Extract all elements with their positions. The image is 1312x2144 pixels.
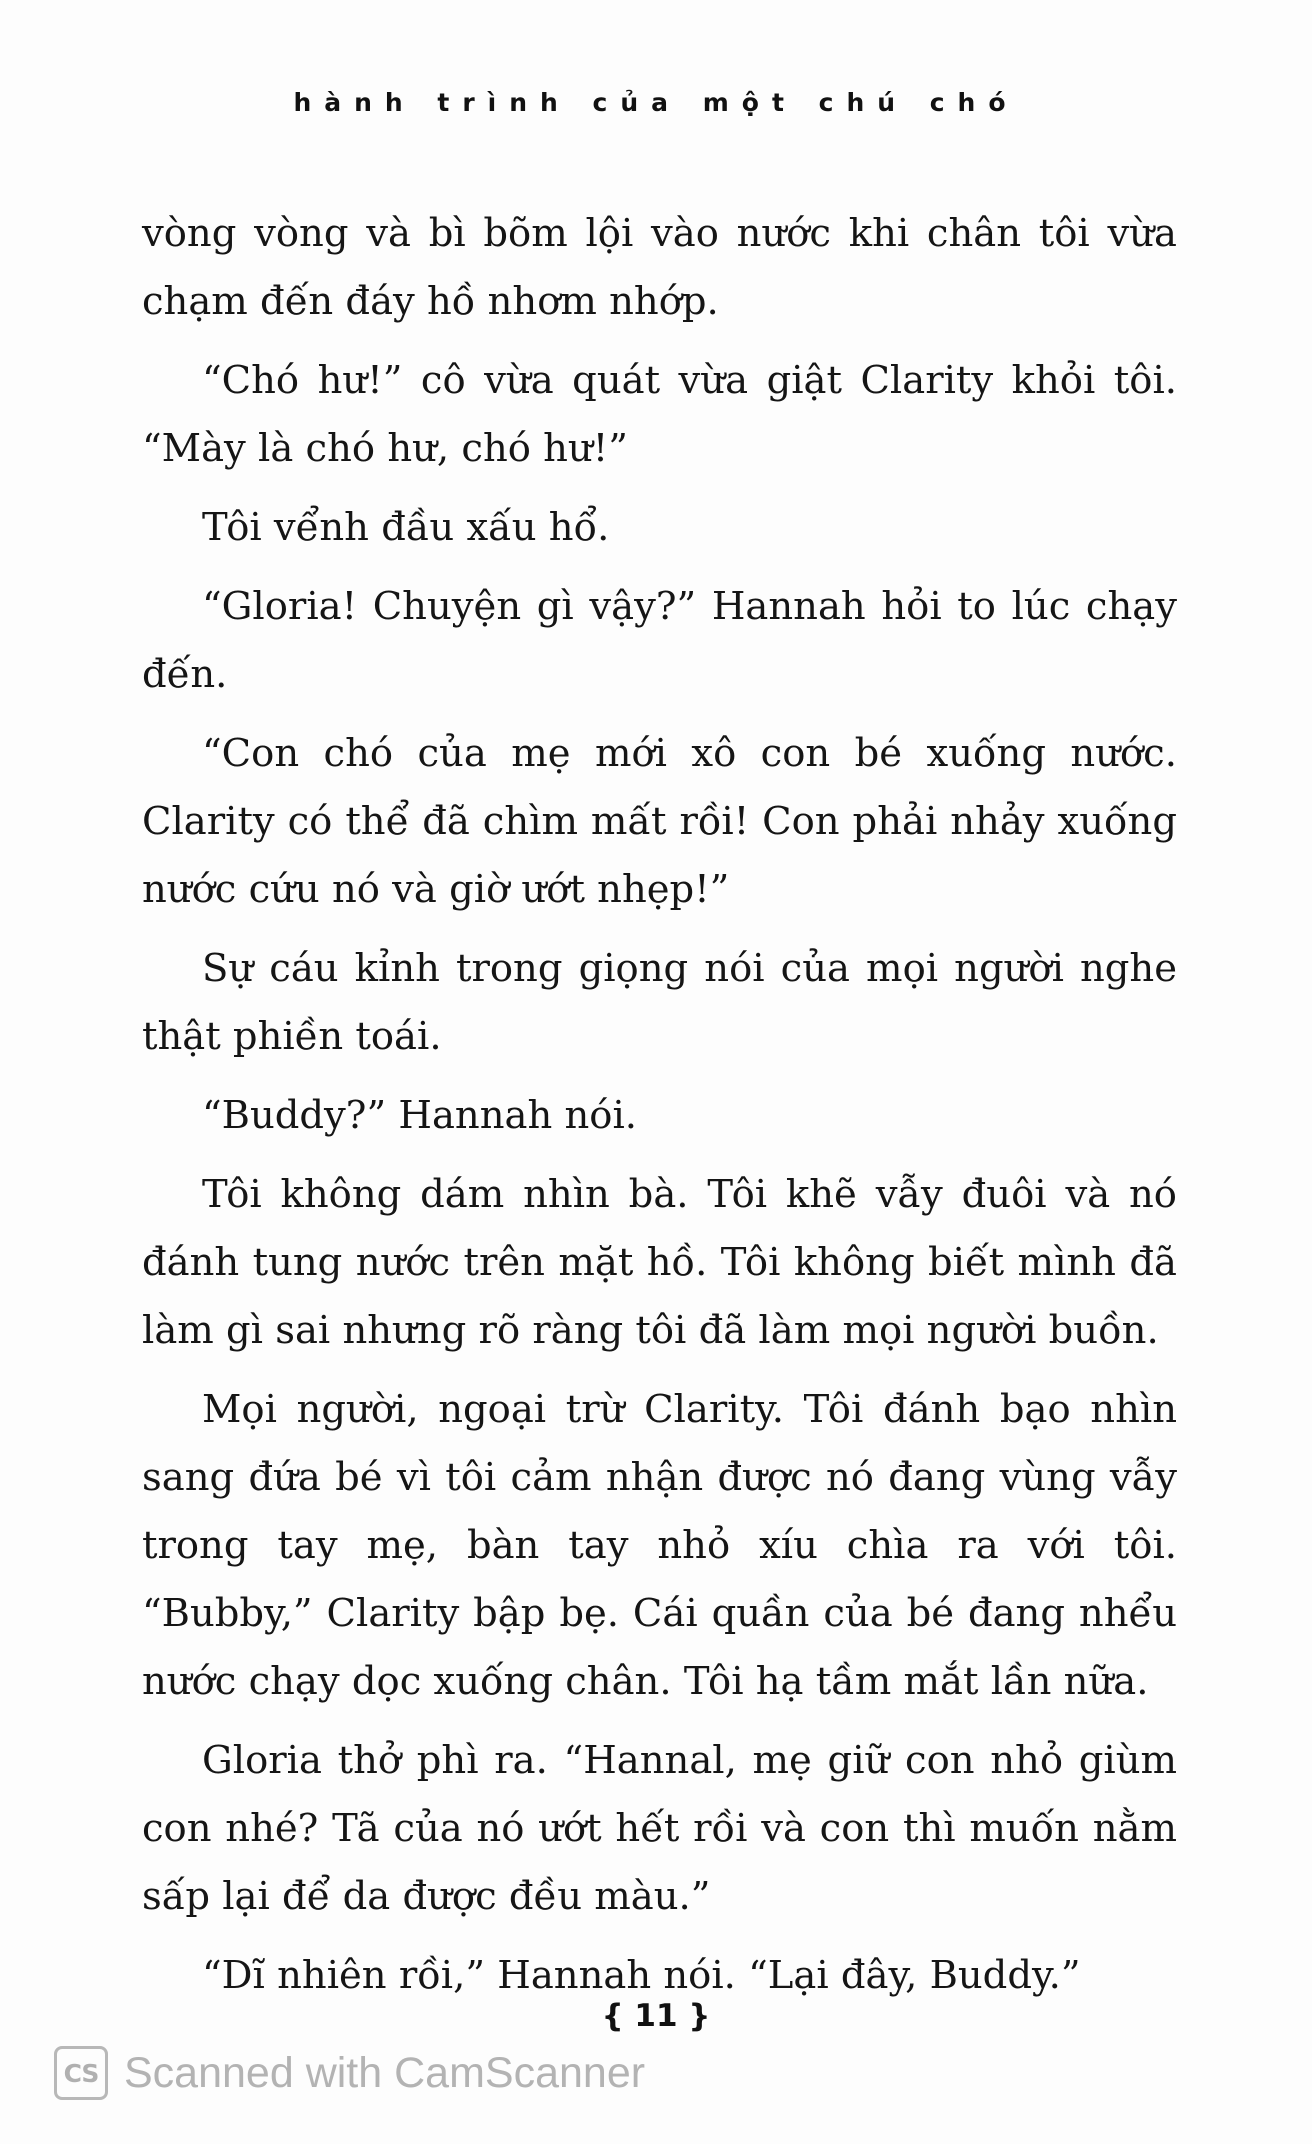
paragraph-1: vòng vòng và bì bõm lội vào nước khi chân tôi vừa chạm đến đáy hồ nhơm nhớp. [142, 211, 1177, 324]
paragraph-4: “Gloria! Chuyện gì vậy?” Hannah hỏi to lúc chạy đến. [142, 584, 1177, 697]
page-number: { 11 } [601, 1998, 711, 2034]
watermark-text: Scanned with CamScanner [124, 2048, 646, 2097]
paragraph-7: “Buddy?” Hannah nói. [202, 1093, 638, 1138]
paragraph-11: “Dĩ nhiên rồi,” Hannah nói. “Lại đây, Buddy.” [202, 1953, 1081, 1998]
book-page-body [142, 200, 1177, 2021]
paragraph-5: “Con chó của mẹ mới xô con bé xuống nước. Clarity có thể đã chìm mất rồi! Con phải nhảy xuống nước cứu nó và giờ ướt nhẹp!” [142, 731, 1177, 912]
running-header-title: hành trình của một chú chó [293, 88, 1019, 117]
paragraph-6: Sự cáu kỉnh trong giọng nói của mọi người nghe thật phiền toái. [142, 946, 1177, 1059]
camscanner-watermark [54, 2046, 645, 2100]
camscanner-logo-icon: CS [54, 2046, 108, 2100]
paragraph-10: Gloria thở phì ra. “Hannal, mẹ giữ con nhỏ giùm con nhé? Tã của nó ướt hết rồi và con thì muốn nằm sấp lại để da được đều màu.” [142, 1738, 1177, 1919]
paragraph-9: Mọi người, ngoại trừ Clarity. Tôi đánh bạo nhìn sang đứa bé vì tôi cảm nhận được nó đang vùng vẫy trong tay mẹ, bàn tay nhỏ xíu chìa ra với tôi. “Bubby,” Clarity bập bẹ. Cái quần của bé đang nhểu nước chạy dọc xuống chân. Tôi hạ tầm mắt lần nữa. [142, 1387, 1177, 1704]
paragraph-2: “Chó hư!” cô vừa quát vừa giật Clarity khỏi tôi. “Mày là chó hư, chó hư!” [142, 358, 1177, 471]
paragraph-8: Tôi không dám nhìn bà. Tôi khẽ vẫy đuôi và nó đánh tung nước trên mặt hồ. Tôi không biết mình đã làm gì sai nhưng rõ ràng tôi đã làm mọi người buồn. [142, 1172, 1177, 1353]
paragraph-3: Tôi vểnh đầu xấu hổ. [202, 505, 610, 550]
